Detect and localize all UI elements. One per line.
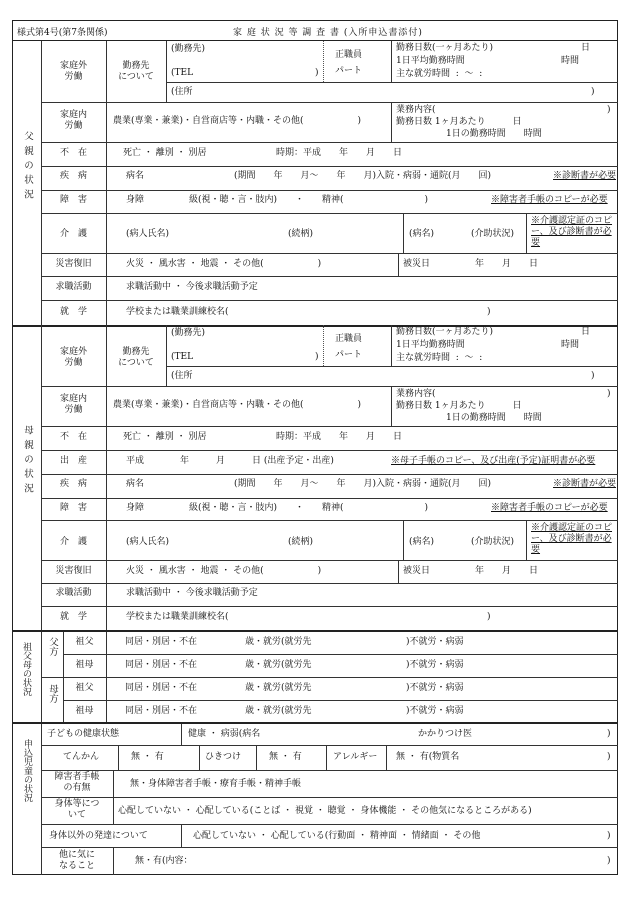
father-disaster-options[interactable]: 火災 ・ 風水害 ・ 地震 ・ その他( ) (126, 259, 322, 269)
mother-outside-label: 家庭外 労働 (59, 347, 87, 368)
father-study-label: 就 学 (59, 307, 87, 317)
grandparents-section-label: 祖父母の状況 (21, 642, 31, 696)
mother-inside-content-close: ) (607, 389, 611, 399)
mother-inside-content[interactable]: 業務内容( (396, 389, 436, 399)
father-inside-label: 家庭内 労働 (59, 110, 87, 131)
mother-hours-unit: 時間 (561, 340, 580, 350)
child-convulsion-label: ひきつけ (205, 752, 242, 762)
mother-disaster-options[interactable]: 火災 ・ 風水害 ・ 地震 ・ その他( ) (126, 566, 322, 576)
mother-absent-label: 不 在 (59, 432, 87, 442)
father-illness-text[interactable]: 病名 (期間 年 月～ 年 月)入院・病弱・通院(月 回) (126, 171, 492, 181)
father-job-options[interactable]: 求職活動中 ・ 今後求職活動予定 (126, 282, 258, 292)
grandparent-relation: 祖母 (75, 706, 94, 716)
father-tel[interactable]: (TEL (171, 68, 194, 78)
father-care-patient[interactable]: (病人氏名) (126, 229, 170, 239)
child-physical-value[interactable]: 心配していない ・ 心配している(ことば ・ 視覚 ・ 聴覚 ・ 身体機能 ・ その他気になるところがある) (118, 806, 532, 816)
mother-main-hours: 主な就労時間 : ～ : (396, 353, 483, 363)
father-inside-types[interactable]: 農業(専業・兼業)・自営商店等・内職・その他( ) (113, 116, 362, 126)
mother-days-unit: 日 (581, 327, 591, 337)
father-study-school[interactable]: 学校または職業訓練校名( (126, 307, 229, 317)
father-illness-label: 疾 病 (59, 171, 87, 181)
father-care-note: ※介護認定証のコピー、及び診断書が必要 (531, 216, 613, 248)
father-employer[interactable]: (勤務先) (171, 44, 206, 54)
child-epilepsy-value[interactable]: 無 ・ 有 (131, 752, 164, 762)
grandparent-work[interactable]: 歳・就労(就労先 (245, 660, 312, 670)
mother-study-close: ) (487, 612, 491, 622)
mother-disability-label: 障 害 (59, 503, 87, 513)
grandparent-work[interactable]: 歳・就労(就労先 (245, 706, 312, 716)
child-allergy-close: ) (607, 752, 611, 762)
father-address-close: ) (591, 87, 595, 97)
mother-job-options[interactable]: 求職活動中 ・ 今後求職活動予定 (126, 588, 258, 598)
father-job-label: 求職活動 (55, 282, 92, 292)
father-care-label: 介 護 (59, 229, 87, 239)
father-days: 勤務日数(一ヶ月あたり) (396, 43, 494, 53)
mother-care-label: 介 護 (59, 537, 87, 547)
mother-inside-hours: 1日の勤務時間 時間 (446, 413, 542, 423)
grandparent-living[interactable]: 同居・別居・不在 (125, 706, 198, 716)
mother-inside-types[interactable]: 農業(専業・兼業)・自営商店等・内職・その他( ) (113, 400, 362, 410)
mother-birth-label: 出 産 (59, 456, 87, 466)
father-disability-note: ※障害者手帳のコピーが必要 (491, 195, 608, 205)
mother-care-disease[interactable]: (病名) (409, 537, 435, 547)
child-allergy-value[interactable]: 無 ・ 有(物質名 (396, 752, 460, 762)
father-inside-days: 勤務日数 1ヶ月あたり 日 (396, 117, 522, 127)
mother-disaster-date[interactable]: 被災日 年 月 日 (403, 566, 539, 576)
grandparent-living[interactable]: 同居・別居・不在 (125, 637, 198, 647)
father-address[interactable]: (住所 (171, 87, 193, 97)
mother-inside-label: 家庭内 労働 (59, 394, 87, 415)
grandparents-section (12, 630, 618, 723)
grandparent-relation: 祖父 (75, 683, 94, 693)
mother-job-label: 求職活動 (55, 588, 92, 598)
grandparent-living[interactable]: 同居・別居・不在 (125, 660, 198, 670)
father-section-label: 父親の状況 (22, 131, 33, 204)
child-health-close: ) (607, 729, 611, 739)
mother-days: 勤務日数(一ヶ月あたり) (396, 327, 494, 337)
child-health-value[interactable]: 健康 ・ 病弱(病名 (188, 729, 261, 739)
mother-address-close: ) (591, 371, 595, 381)
mother-section-label: 母親の状況 (22, 425, 33, 498)
mother-hours: 1日平均勤務時間 (396, 340, 465, 350)
grandparent-living[interactable]: 同居・別居・不在 (125, 683, 198, 693)
father-disaster-date[interactable]: 被災日 年 月 日 (403, 259, 539, 269)
father-workplace-label: 勤務先 について (118, 61, 154, 82)
grandparent-status[interactable]: )不就労・病弱 (406, 660, 464, 670)
father-study-close: ) (487, 307, 491, 317)
father-emp-type[interactable]: 正職員 パート (335, 50, 363, 76)
child-other-value[interactable]: 無・有(内容： (135, 856, 193, 866)
father-absent-options[interactable]: 死亡 ・ 離別 ・ 別居 (123, 148, 207, 158)
father-section (12, 40, 618, 326)
father-disability-label: 障 害 (59, 195, 87, 205)
mother-illness-text[interactable]: 病名 (期間 年 月～ 年 月)入院・病弱・通院(月 回) (126, 479, 492, 489)
mother-care-status[interactable]: (介助状況) (471, 537, 515, 547)
father-care-relation[interactable]: (続柄) (288, 229, 314, 239)
mother-disaster-label: 災害復旧 (55, 566, 92, 576)
mother-study-label: 就 学 (59, 612, 87, 622)
father-disability-text[interactable]: 身障 級(視・聴・言・肢内) ・ 精神( ) (126, 195, 429, 205)
mother-inside-days: 勤務日数 1ヶ月あたり 日 (396, 401, 522, 411)
child-other-label: 他に気に なること (58, 850, 95, 871)
form-number: 様式第4号(第7条関係) (17, 28, 108, 38)
mother-birth-note: ※母子手帳のコピー、及び出産(予定)証明書が必要 (391, 456, 596, 466)
mother-illness-note: ※診断書が必要 (553, 479, 617, 489)
child-section (12, 722, 618, 875)
mother-care-patient[interactable]: (病人氏名) (126, 537, 170, 547)
grandparent-relation: 祖父 (75, 637, 94, 647)
child-handbook-label: 障害者手帳 の有無 (54, 772, 100, 793)
father-illness-note: ※診断書が必要 (553, 171, 617, 181)
child-health-label: 子どもの健康状態 (47, 729, 120, 739)
mother-absent-period[interactable]: 時期：平成 年 月 日 (276, 432, 403, 442)
father-absent-period[interactable]: 時期：平成 年 月 日 (276, 148, 403, 158)
mother-employer[interactable]: (勤務先) (171, 328, 206, 338)
child-physical-label: 身体等につ いて (54, 799, 100, 820)
mother-birth-text[interactable]: 平成 年 月 日 (出産予定・出産) (126, 456, 334, 466)
mother-absent-options[interactable]: 死亡 ・ 離別 ・ 別居 (123, 432, 207, 442)
mother-illness-label: 疾 病 (59, 479, 87, 489)
mother-workplace-label: 勤務先 について (118, 347, 154, 368)
father-disaster-label: 災害復旧 (55, 259, 92, 269)
mother-disability-note: ※障害者手帳のコピーが必要 (491, 503, 608, 513)
paternal-label: 父方 (47, 637, 58, 656)
mother-care-note: ※介護認定証のコピー、及び診断書が必要 (531, 523, 613, 555)
maternal-label: 母方 (47, 684, 58, 703)
father-main-hours: 主な就労時間 : ～ : (396, 69, 483, 79)
mother-tel-close: ) (315, 352, 319, 362)
father-outside-label: 家庭外 労働 (59, 61, 87, 82)
grandparent-work[interactable]: 歳・就労(就労先 (245, 637, 312, 647)
father-absent-label: 不 在 (59, 148, 87, 158)
father-inside-content[interactable]: 業務内容( (396, 105, 436, 115)
child-health-doctor[interactable]: かかりつけ医 (418, 729, 473, 739)
father-inside-hours: 1日の勤務時間 時間 (446, 129, 542, 139)
father-inside-content-close: ) (607, 105, 611, 115)
child-development-value[interactable]: 心配していない ・ 心配している(行動面 ・ 精神面 ・ 情緒面 ・ その他 (193, 831, 481, 841)
child-epilepsy-label: てんかん (63, 752, 100, 762)
mother-address[interactable]: (住所 (171, 371, 193, 381)
child-convulsion-value[interactable]: 無 ・ 有 (269, 752, 302, 762)
mother-care-relation[interactable]: (続柄) (288, 537, 314, 547)
child-section-label: 申込児童の状況 (22, 739, 32, 802)
father-care-status[interactable]: (介助状況) (471, 229, 515, 239)
father-hours-unit: 時間 (561, 56, 580, 66)
father-hours: 1日平均勤務時間 (396, 56, 465, 66)
child-other-close: ) (607, 856, 611, 866)
grandparent-status[interactable]: )不就労・病弱 (406, 637, 464, 647)
child-handbook-value[interactable]: 無・身体障害者手帳・療育手帳・精神手帳 (130, 779, 302, 789)
form-title: 家 庭 状 況 等 調 査 書 (入所申込書添付) (233, 28, 423, 38)
child-development-close: ) (607, 831, 611, 841)
mother-emp-type[interactable]: 正職員 パート (335, 334, 363, 360)
child-development-label: 身体以外の発達について (49, 831, 148, 841)
child-allergy-label: アレルギー (333, 752, 378, 762)
mother-tel[interactable]: (TEL (171, 352, 194, 362)
grandparent-relation: 祖母 (75, 660, 94, 670)
mother-section (12, 325, 618, 631)
father-care-disease[interactable]: (病名) (409, 229, 435, 239)
grandparent-work[interactable]: 歳・就労(就労先 (245, 683, 312, 693)
grandparent-status[interactable]: )不就労・病弱 (406, 706, 464, 716)
form-header (12, 20, 618, 40)
father-tel-close: ) (315, 68, 319, 78)
grandparent-status[interactable]: )不就労・病弱 (406, 683, 464, 693)
mother-study-school[interactable]: 学校または職業訓練校名( (126, 612, 229, 622)
mother-disability-text[interactable]: 身障 級(視・聴・言・肢内) ・ 精神( ) (126, 503, 429, 513)
father-days-unit: 日 (581, 43, 591, 53)
